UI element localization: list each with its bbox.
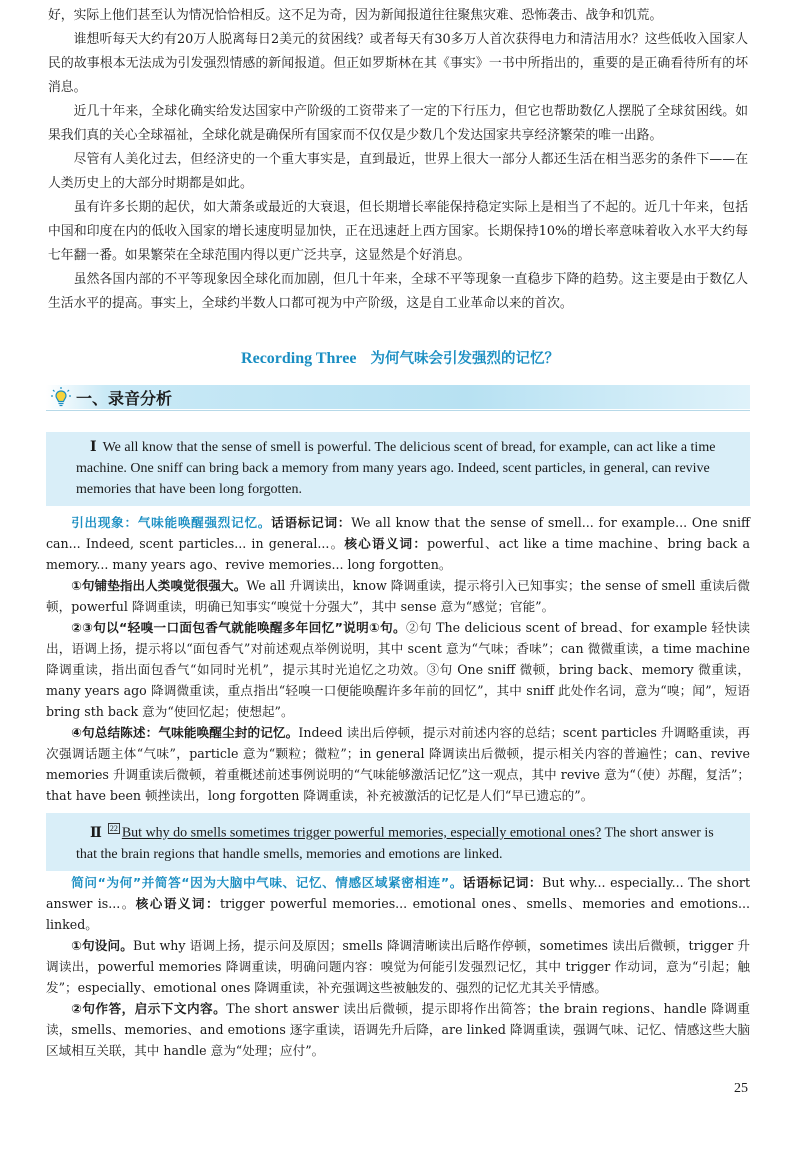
- page-number: 25: [734, 1081, 748, 1096]
- markers-label: 话语标记词：: [462, 875, 543, 890]
- recording-title: 为何气味会引发强烈的记忆？: [370, 351, 559, 367]
- point-lead: ①句铺垫指出人类嗅觉很强大。: [71, 578, 247, 593]
- recording-heading: [0, 347, 800, 368]
- quote-box-1: [46, 432, 750, 506]
- lightbulb-icon: [50, 386, 72, 408]
- markers-label: 话语标记词：: [271, 515, 352, 530]
- paragraph: 好，实际上他们甚至认为情况恰恰相反。这不足为奇，因为新闻报道往往聚焦灾难、恐怖袭击、战争和饥荒。: [48, 8, 663, 23]
- point-text: The short answer 读出后微顿，提示即将作出简答；the brain regions、handle 降调重读，smells、memories、and emotions 逐字重读，语调先升后降，are linked 降调重读，强调气味、记忆、情感这些大脑区域相互关联，其中 handle 意为“处理；应付”。: [46, 1001, 750, 1058]
- quote-numeral: Ⅱ: [90, 824, 102, 841]
- quote-question: But why do smells sometimes trigger powerful memories, especially emotional ones?: [121, 825, 602, 841]
- recording-label: Recording Three: [241, 350, 357, 367]
- point-text: ②句 The delicious scent of bread、for example 轻快读出，语调上扬，提示将以“面包香气”对前述观点举例说明，其中 scent 意为“气味；香味”；can 微微重读，a time machine 降调重读，指出面包香气“如同时光机”，提示其时光追忆之功效。③句 One sniff 微顿，bring back、memory 微重读，many years ago 降调微重读，重点指出“轻嗅一口便能唤醒许多年前的回忆”，其中 sniff 此处作名词，意为“嗅；闻”，短语 bring sth back 意为“使回忆起；使想起”。: [46, 620, 750, 719]
- divider: [46, 410, 750, 411]
- quote-box-2: [46, 813, 750, 871]
- section-header: [46, 385, 750, 409]
- analysis-lead: 简问“为何”并简答“因为大脑中气味、记忆、情感区域紧密相连”。: [71, 875, 463, 890]
- quote-answer: The short answer is that the brain regions that handle smells, memories and emotions are linked.: [76, 825, 714, 862]
- point-lead: ①句设问。: [71, 938, 133, 953]
- paragraph: 虽然各国内部的不平等现象因全球化而加剧，但几十年来，全球不平等现象一直稳步下降的趋势。这主要是由于数亿人生活水平的提高。事实上，全球约半数人口都可视为中产阶级，这是自工业革命以来的首次。: [48, 272, 748, 311]
- keywords-text: powerful、act like a time machine、bring back a memory... many years ago、revive memories... long forgotten。: [46, 536, 750, 572]
- section-title: 一、录音分析: [76, 389, 173, 408]
- paragraph: 近几十年来，全球化确实给发达国家中产阶级的工资带来了一定的下行压力，但它也帮助数亿人摆脱了全球贫困线。如果我们真的关心全球福祉，全球化就是确保所有国家而不仅仅是少数几个发达国家共享经济繁荣的唯一出路。: [48, 104, 748, 143]
- point-lead: ②句作答，启示下文内容。: [71, 1001, 227, 1016]
- analysis-1: [46, 512, 750, 806]
- markers-text: But why... especially... The short answer is...。: [46, 875, 751, 911]
- keywords-text: trigger powerful memories... emotional ones、smells、memories and emotions... linked。: [46, 896, 751, 932]
- point-lead: ②③句以“轻嗅一口面包香气就能唤醒多年回忆”说明①句。: [71, 620, 406, 635]
- point-text: Indeed 读出后停顿，提示对前述内容的总结；scent particles 升调略重读，再次强调话题主体“气味”，particle 意为“颗粒；微粒”；in general 降调读出后微顿，提示相关内容的普遍性；can、revive memories 升调重读后微顿，着重概述前述事例说明的“气味能够激活记忆”这一观点，其中 revive 意为“（使）苏醒，复活”；that have been 顿挫读出，long forgotten 降调重读，补充被激活的记忆是人们“早已遗忘的”。: [46, 725, 750, 803]
- point-text: We all 升调读出，know 降调重读，提示将引入已知事实；the sense of smell 重读后微顿，powerful 降调重读，明确已知事实“嗅觉十分强大”，其中 sense 意为“感觉；官能”。: [46, 578, 750, 614]
- question-mark: 22: [109, 824, 118, 833]
- point-lead: ④句总结陈述：气味能唤醒尘封的记忆。: [71, 725, 299, 740]
- point-text: But why 语调上扬，提示问及原因；smells 降调清晰读出后略作停顿，sometimes 读出后微顿，trigger 升调读出，powerful memories 降调重读，明确问题内容：嗅觉为何能引发强烈记忆，其中 trigger 作动词，意为“引起；触发”；especially、emotional ones 降调重读，补充强调这些被触发的、强烈的记忆尤其关乎情感。: [46, 938, 750, 995]
- paragraph: 谁想听每天大约有20万人脱离每日2美元的贫困线？或者每天有30多万人首次获得电力和清洁用水？这些低收入国家人民的故事根本无法成为引发强烈情感的新闻报道。但正如罗斯林在其《事实》一书中所指出的，重要的是正确看待所有的坏消息。: [48, 32, 748, 95]
- paragraph: 尽管有人美化过去，但经济史的一个重大事实是，直到最近，世界上很大一部分人都还生活在相当恶劣的条件下——在人类历史上的大部分时期都是如此。: [48, 152, 748, 191]
- body-text: [48, 4, 748, 316]
- paragraph: 虽有许多长期的起伏，如大萧条或最近的大衰退，但长期增长率能保持稳定实际上是相当了不起的。近几十年来，包括中国和印度在内的低收入国家的增长速度明显加快，正在迅速赶上西方国家。长期保持10%的增长率意味着收入水平大约每七年翻一番。如果繁荣在全球范围内得以更广泛共享，这显然是个好消息。: [48, 200, 748, 263]
- analysis-lead: 引出现象：气味能唤醒强烈记忆。: [71, 515, 272, 530]
- keywords-label: 核心语义词：: [344, 536, 428, 551]
- quote-text: We all know that the sense of smell is powerful. The delicious scent of bread, for example, can act like a time machine. One sniff can bring back a memory from many years ago. Indeed, scent particles, in general, can revive memories that have been long forgotten.: [76, 440, 716, 497]
- markers-text: We all know that the sense of smell... for example... One sniff can... Indeed, scent particles... in general...。: [46, 515, 751, 551]
- analysis-2: [46, 872, 750, 1061]
- quote-numeral: Ⅰ: [90, 439, 97, 455]
- keywords-label: 核心语义词：: [135, 896, 220, 911]
